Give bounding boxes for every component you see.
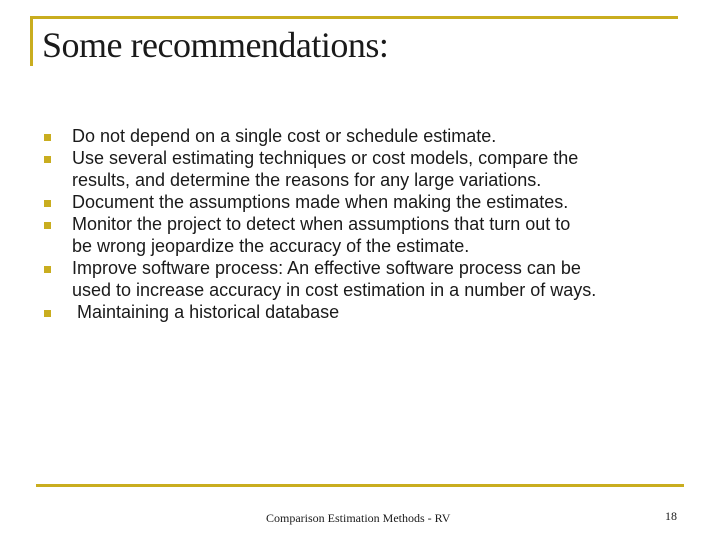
list-item [44, 301, 694, 323]
list-item [44, 191, 694, 213]
page-number: 18 [665, 509, 677, 523]
square-bullet-icon [44, 310, 51, 317]
footer-rule [36, 484, 684, 487]
list-item [44, 125, 694, 147]
bullet-text: Do not depend on a single cost or schedule estimate. [72, 126, 497, 146]
square-bullet-icon [44, 156, 51, 163]
list-item [44, 213, 694, 257]
list-item [44, 147, 694, 191]
bullet-text: Document the assumptions made when making the estimates. [72, 192, 569, 212]
list-item [44, 257, 694, 301]
bullet-text: Use several estimating techniques or cost models, compare the results, and determine the reasons for any large variations. [72, 148, 579, 190]
title-rule-left [30, 16, 33, 66]
bullet-list [44, 125, 694, 323]
square-bullet-icon [44, 222, 51, 229]
bullet-text: Improve software process: An effective software process can be used to increase accuracy in cost estimation in a number of ways. [72, 258, 597, 300]
bullet-text: Maintaining a historical database [72, 302, 340, 322]
square-bullet-icon [44, 200, 51, 207]
square-bullet-icon [44, 134, 51, 141]
footer-text: Comparison Estimation Methods - RV [266, 511, 451, 525]
slide-title: Some recommendations: [42, 25, 389, 65]
bullet-text: Monitor the project to detect when assumptions that turn out to be wrong jeopardize the accuracy of the estimate. [72, 214, 571, 256]
title-rule-top [30, 16, 678, 19]
square-bullet-icon [44, 266, 51, 273]
